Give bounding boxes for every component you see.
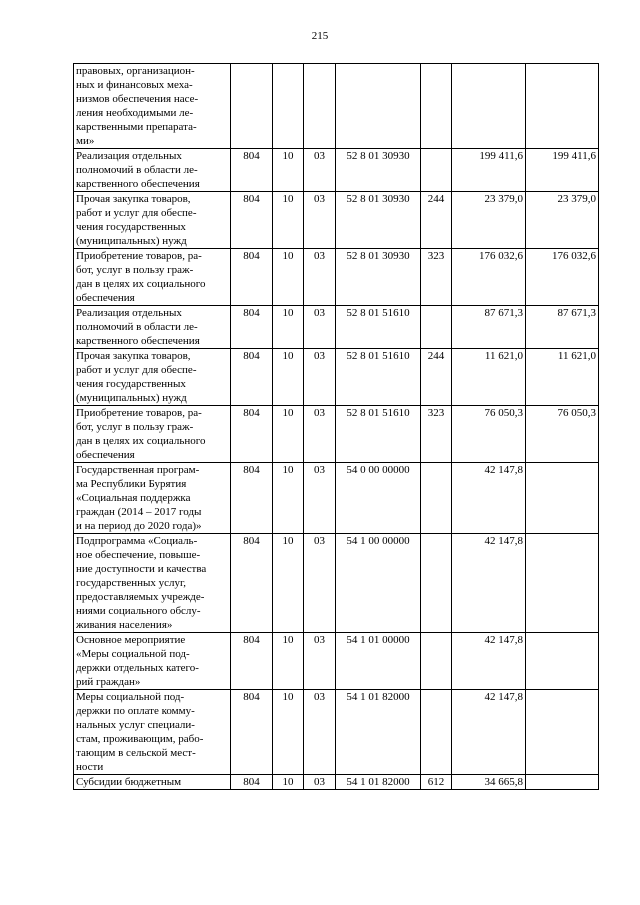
subsection-code: 03 bbox=[304, 192, 336, 249]
table-row bbox=[74, 690, 599, 775]
expense-type bbox=[421, 534, 452, 633]
ministry-code bbox=[231, 64, 273, 149]
section-code: 10 bbox=[273, 775, 304, 790]
table-row bbox=[74, 249, 599, 306]
item-name: Реализация отдельных полномочий в области ле- карственного обеспечения bbox=[74, 149, 231, 192]
ministry-code: 804 bbox=[231, 306, 273, 349]
item-name: Реализация отдельных полномочий в области ле- карственного обеспечения bbox=[74, 306, 231, 349]
amount-2 bbox=[526, 463, 599, 534]
table-row bbox=[74, 406, 599, 463]
section-code: 10 bbox=[273, 192, 304, 249]
subsection-code: 03 bbox=[304, 149, 336, 192]
amount-1: 76 050,3 bbox=[452, 406, 526, 463]
subsection-code: 03 bbox=[304, 249, 336, 306]
ministry-code: 804 bbox=[231, 633, 273, 690]
table-row bbox=[74, 64, 599, 149]
expense-type: 244 bbox=[421, 192, 452, 249]
item-name: правовых, организацион- ных и финансовых меха- низмов обеспечения насе- ления необходимыми ле- карственными препарата- ми» bbox=[74, 64, 231, 149]
amount-1: 42 147,8 bbox=[452, 690, 526, 775]
expense-type bbox=[421, 306, 452, 349]
expense-type bbox=[421, 633, 452, 690]
amount-2 bbox=[526, 64, 599, 149]
target-article: 52 8 01 51610 bbox=[336, 306, 421, 349]
ministry-code: 804 bbox=[231, 690, 273, 775]
amount-1: 42 147,8 bbox=[452, 534, 526, 633]
target-article: 52 8 01 30930 bbox=[336, 192, 421, 249]
amount-1: 199 411,6 bbox=[452, 149, 526, 192]
ministry-code: 804 bbox=[231, 149, 273, 192]
item-name: Государственная програм- ма Республики Бурятия «Социальная поддержка граждан (2014 – 2017 годы и на период до 2020 года)» bbox=[74, 463, 231, 534]
table-row bbox=[74, 633, 599, 690]
item-name: Прочая закупка товаров, работ и услуг для обеспе- чения государственных (муниципальных) нужд bbox=[74, 192, 231, 249]
amount-1 bbox=[452, 64, 526, 149]
expense-type: 612 bbox=[421, 775, 452, 790]
item-name: Прочая закупка товаров, работ и услуг для обеспе- чения государственных (муниципальных) нужд bbox=[74, 349, 231, 406]
page-number: 215 bbox=[311, 30, 329, 42]
budget-table bbox=[73, 63, 599, 790]
expense-type: 323 bbox=[421, 249, 452, 306]
section-code: 10 bbox=[273, 306, 304, 349]
item-name: Основное мероприятие «Меры социальной под- держки отдельных катего- рий граждан» bbox=[74, 633, 231, 690]
subsection-code: 03 bbox=[304, 406, 336, 463]
target-article: 54 1 01 00000 bbox=[336, 633, 421, 690]
target-article: 54 1 01 82000 bbox=[336, 690, 421, 775]
amount-2: 87 671,3 bbox=[526, 306, 599, 349]
target-article: 54 0 00 00000 bbox=[336, 463, 421, 534]
amount-1: 42 147,8 bbox=[452, 463, 526, 534]
amount-2: 23 379,0 bbox=[526, 192, 599, 249]
amount-1: 176 032,6 bbox=[452, 249, 526, 306]
subsection-code bbox=[304, 64, 336, 149]
table-row bbox=[74, 349, 599, 406]
target-article: 52 8 01 51610 bbox=[336, 349, 421, 406]
table-row bbox=[74, 463, 599, 534]
section-code: 10 bbox=[273, 690, 304, 775]
table-row bbox=[74, 775, 599, 790]
table-row bbox=[74, 192, 599, 249]
amount-2: 11 621,0 bbox=[526, 349, 599, 406]
subsection-code: 03 bbox=[304, 534, 336, 633]
subsection-code: 03 bbox=[304, 463, 336, 534]
target-article: 54 1 00 00000 bbox=[336, 534, 421, 633]
section-code: 10 bbox=[273, 534, 304, 633]
ministry-code: 804 bbox=[231, 534, 273, 633]
section-code bbox=[273, 64, 304, 149]
subsection-code: 03 bbox=[304, 306, 336, 349]
amount-1: 11 621,0 bbox=[452, 349, 526, 406]
target-article: 52 8 01 51610 bbox=[336, 406, 421, 463]
amount-1: 23 379,0 bbox=[452, 192, 526, 249]
section-code: 10 bbox=[273, 463, 304, 534]
amount-2 bbox=[526, 690, 599, 775]
amount-2 bbox=[526, 775, 599, 790]
item-name: Приобретение товаров, ра- бот, услуг в пользу граж- дан в целях их социального обеспечения bbox=[74, 249, 231, 306]
amount-2: 176 032,6 bbox=[526, 249, 599, 306]
table-row bbox=[74, 306, 599, 349]
expense-type bbox=[421, 149, 452, 192]
expense-type bbox=[421, 463, 452, 534]
item-name: Субсидии бюджетным bbox=[74, 775, 231, 790]
amount-1: 34 665,8 bbox=[452, 775, 526, 790]
subsection-code: 03 bbox=[304, 349, 336, 406]
ministry-code: 804 bbox=[231, 775, 273, 790]
amount-2 bbox=[526, 534, 599, 633]
target-article: 52 8 01 30930 bbox=[336, 249, 421, 306]
expense-type: 323 bbox=[421, 406, 452, 463]
amount-2: 76 050,3 bbox=[526, 406, 599, 463]
amount-2: 199 411,6 bbox=[526, 149, 599, 192]
item-name: Меры социальной под- держки по оплате комму- нальных услуг специали- стам, проживающим, рабо- тающим в сельской мест- ности bbox=[74, 690, 231, 775]
subsection-code: 03 bbox=[304, 775, 336, 790]
section-code: 10 bbox=[273, 633, 304, 690]
table-row bbox=[74, 534, 599, 633]
section-code: 10 bbox=[273, 349, 304, 406]
amount-1: 87 671,3 bbox=[452, 306, 526, 349]
subsection-code: 03 bbox=[304, 633, 336, 690]
target-article: 54 1 01 82000 bbox=[336, 775, 421, 790]
target-article bbox=[336, 64, 421, 149]
expense-type: 244 bbox=[421, 349, 452, 406]
item-name: Подпрограмма «Социаль- ное обеспечение, повыше- ние доступности и качества государственных услуг, предоставляемых учрежде- ниями социального обслу- живания населения» bbox=[74, 534, 231, 633]
target-article: 52 8 01 30930 bbox=[336, 149, 421, 192]
amount-1: 42 147,8 bbox=[452, 633, 526, 690]
ministry-code: 804 bbox=[231, 192, 273, 249]
section-code: 10 bbox=[273, 149, 304, 192]
section-code: 10 bbox=[273, 249, 304, 306]
ministry-code: 804 bbox=[231, 349, 273, 406]
table-row bbox=[74, 149, 599, 192]
section-code: 10 bbox=[273, 406, 304, 463]
amount-2 bbox=[526, 633, 599, 690]
expense-type bbox=[421, 64, 452, 149]
ministry-code: 804 bbox=[231, 406, 273, 463]
item-name: Приобретение товаров, ра- бот, услуг в пользу граж- дан в целях их социального обеспечения bbox=[74, 406, 231, 463]
ministry-code: 804 bbox=[231, 249, 273, 306]
ministry-code: 804 bbox=[231, 463, 273, 534]
expense-type bbox=[421, 690, 452, 775]
subsection-code: 03 bbox=[304, 690, 336, 775]
